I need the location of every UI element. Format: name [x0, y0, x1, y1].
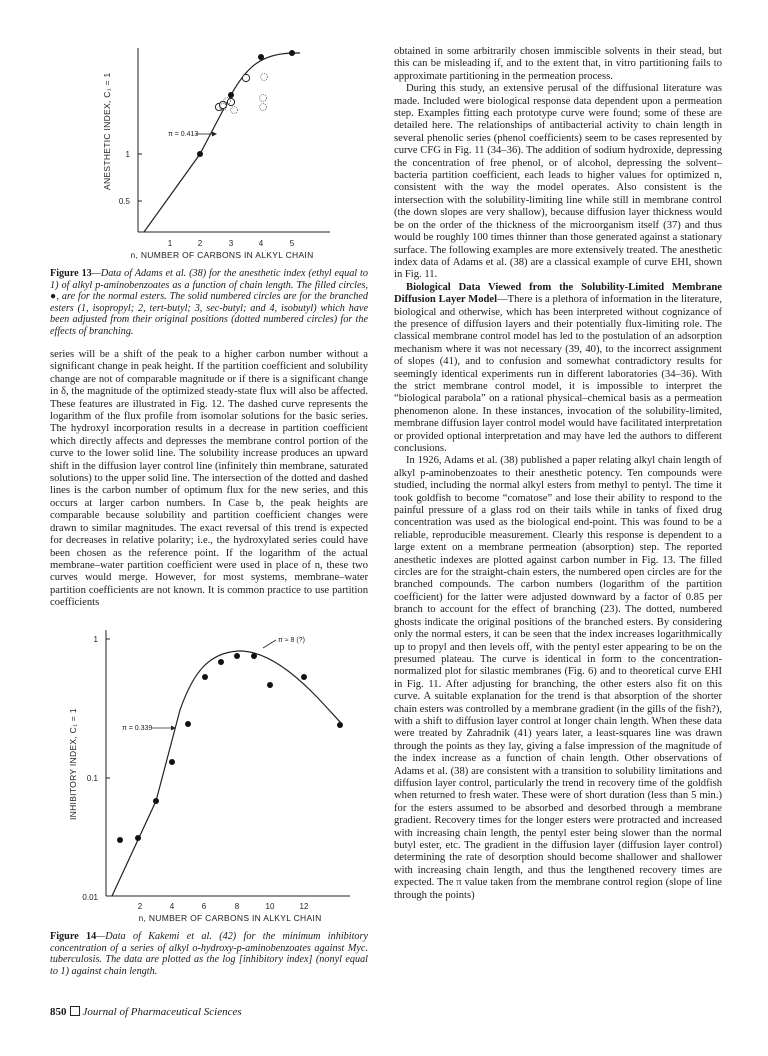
fig14-ytick-1: 1 [93, 635, 98, 644]
right-paragraph-3 [394, 282, 722, 456]
fig14-point-1 [117, 837, 123, 843]
fig13-point-normal-4 [258, 54, 264, 60]
fig13-xtick-1: 1 [167, 239, 173, 248]
fig14-ylabel: INHIBITORY INDEX, C₁ = 1 [68, 708, 78, 820]
fig13-ghost-4a [261, 74, 268, 81]
journal-name: Journal of Pharmaceutical Sciences [82, 1006, 242, 1018]
left-column-text [50, 349, 368, 610]
fig14-annotation-right-arrow [263, 640, 276, 648]
right-column-text [394, 46, 722, 902]
fig13-xtick-3: 3 [228, 239, 234, 248]
fig13-ghost-3 [231, 107, 238, 114]
fig14-xtick-12: 12 [299, 902, 309, 911]
fig13-ytick-1: 1 [125, 150, 130, 159]
fig13-point-normal-3 [228, 92, 234, 98]
fig13-caption-label: Figure 13 [50, 268, 92, 279]
fig14-xtick-2: 2 [137, 902, 143, 911]
fig14-ytick-001: 0.01 [82, 893, 98, 902]
fig14-point-7 [218, 659, 224, 665]
fig13-xtick-2: 2 [197, 239, 203, 248]
fig13-branched-4 [242, 74, 249, 81]
right-section-heading: Biological Data Viewed from the Solubility-Limited Membrane Diffusion Layer Model [394, 281, 722, 306]
fig13-annotation-arrowhead [212, 132, 217, 137]
fig14-point-6 [202, 674, 208, 680]
fig13-ghost-4c [260, 104, 267, 111]
fig13-annotation: π = 0.413 [168, 131, 199, 138]
fig14-point-2 [135, 835, 141, 841]
page-number: 850 [50, 1006, 67, 1018]
page-footer [50, 1006, 242, 1018]
fig14-xtick-6: 6 [201, 902, 207, 911]
figure-13 [92, 40, 352, 262]
fig14-point-4 [169, 759, 175, 765]
fig13-branched-2 [227, 98, 234, 105]
right-paragraph-2: During this study, an extensive perusal of the diffusional literature was made. Included were biological response data dependent upon a permeation step. Examples fitting each prototype curve were found; some of these are detailed here. The relationships of antibacterial activity to chain length in several phenolic series (phenol coefficients) seem to be cases represented by curve CFG in Fig. 11 (34–36). The addition of sodium hydroxide, depressing the concentration of free phenol, or of alcohol, depressing the solvent–bacteria partition coefficient, each leads to higher values for optimized n, consistent with the way the model operates. Also consistent is the intersection with the solubility-limiting line while still in membrane control (the down slopes are very shallow), because diffusion layer thickness would be on the order of the thickness of the microorganism itself (37) and thus would be roughly 100 times thinner than those generated against a stationary surface. The following examples are more extensively treated. The anesthetic index data of Adams et al. (38) are a classical example of curve EHI, shown in Fig. 11. [394, 83, 722, 281]
right-paragraph-3-body: —There is a plethora of information in the literature, biological and otherwise, which has been interpreted without cognizance of the presence of diffusion layers and their potentially flux-limiting role. The classical membrane control model has led to the postulation of an adsorption mechanism where it was not necessary (39, 40), to the incorrect assignment of slopes (41), and to confusion and somewhat contradictory results for seemingly identical experiments run in different laboratories (34–36). With the strict membrane control model, it is impossible to interpret the “biological parabola” on a rational physical–chemical basis as a permeation phenomenon alone. In these instances, invocation of the solubility-limited, membrane diffusion layer control model would have facilitated interpretation or provided optional interpretation and may have led the authors to different conclusions. [394, 294, 722, 454]
right-paragraph-1: obtained in some arbitrarily chosen immiscible solvents in their stead, but this can be misleading if, and to the extent that, in vitro partitioning fails to approximate partitioning in the permeation process. [394, 46, 722, 82]
fig14-curve [112, 651, 342, 896]
fig13-xlabel: n, NUMBER OF CARBONS IN ALKYL CHAIN [130, 250, 314, 260]
fig14-caption-text: —Data of Kakemi et al. (42) for the minimum inhibitory concentration of a series of alkyl o-hydroxy-p-aminobenzoates against Myc. tuberculosis. The data are plotted as the log [inhibitory index] (nonyl equal to 1) against chain length. [50, 931, 368, 977]
fig13-point-normal-5 [289, 50, 295, 56]
fig13-caption-text: —Data of Adams et al. (38) for the anesthetic index (ethyl equal to 1) of alkyl p-aminobenzoates as a function of chain length. The filled circles, ●, are for the normal esters. The solid numbered circles are for the branched esters (1, isopropyl; 2, tert-butyl; 3, sec-butyl; and 4, isobutyl) which have been adjusted from their original positions (dotted numbered circles) for the effects of branching. [50, 268, 368, 337]
fig13-curve [144, 53, 300, 232]
fig14-annotation-right: π ≈ 8 (?) [278, 637, 305, 644]
figure-13-caption [50, 268, 368, 338]
fig14-point-14 [337, 722, 343, 728]
fig14-point-10 [267, 682, 273, 688]
right-paragraph-4: In 1926, Adams et al. (38) published a paper relating alkyl chain length of alkyl p-aminobenzoates to their anesthetic potency. Ten compounds were studied, including the normal alkyl esters from methyl to pentyl. The time it took goldfish to become “comatose” and lose their ability to respond to the painful pressure of a glass rod on their tails while in tanks of fixed drug concentration was used as the biological end-point. This was found to be a reliable, reproducible measurement. Clearly this response is dependent to a large extent on a membrane permeation (absorption) step. The reported anesthetic indexes are plotted against carbon number in Fig. 13. The filled circles are for the straight-chain esters, the numbered open circles are for the branched compounds. The carbon numbers (logarithm of the partition coefficient) for the latter were adjusted downward by a factor of 0.85 per branch to account for the effect of branching (23). The dotted, numbered ghosts indicate the original positions of the branched esters. By considering only the normal esters, it can be seen that the index increases logarithmically up to propyl and then levels off, with the pentyl ester appearing to be on the presumed plateau. The curve is identical in form to the concentration-normalized plot for silastic membranes (Fig. 6) and to theoretical curve EHI in Fig. 11. After adjusting for branching, the other esters also fit on this curve. A suitable explanation for the trend is that absorption of the shorter chain esters was controlled by a membrane gradient (in the gills of the fish?), with a shift to diffusion layer control at longer chain length. When these data were treated by Zahradnik (41) years later, a least-squares line was drawn through the points as they lay, giving a false impression of the magnitude of the index increase as a function of chain length. Other observations of Adams et al. (38) are consistent with a transition to solubility limitations and diffusion layer control, particularly the trend in recovery time of the goldfish when returned to fresh water. These were of short duration (less than 5 min.) for the esters assumed to be absorbed and desorbed through a membrane gradient. Recovery times for the longer esters were protracted and increased with increasing chain length, the pentyl ester being slower than the normal butyl ester, etc. The gradient in the diffusion layer (diffusion layer control) determining the rate of desorption should become shallower and shallower with increasing chain length, and thus the lengthened recovery times are expected. The π value taken from the membrane control region (slope of line through the points) [394, 455, 722, 901]
fig14-point-3 [153, 798, 159, 804]
fig14-point-8 [234, 653, 240, 659]
fig14-point-12 [301, 674, 307, 680]
fig14-annotation-left: π = 0.339 [122, 725, 153, 732]
fig14-ytick-01: 0.1 [86, 774, 98, 783]
figure-14-chart [60, 620, 360, 926]
figure-13-chart [92, 40, 352, 262]
fig13-ytick-05: 0.5 [118, 197, 130, 206]
fig14-point-5 [185, 721, 191, 727]
fig13-xtick-4: 4 [258, 239, 264, 248]
left-paragraph-1: series will be a shift of the peak to a higher carbon number without a significant change in peak height. If the partition coefficient and solubility change are not of comparable magnitude or if there is a significant change in δ, the magnitude of the optimized steady-state flux will also be affected. These features are illustrated in Fig. 12. The dashed curve represents the logarithm of the flux profile from isomolar solutions for the basic series. The hydroxyl incorporation results in a decrease in partition coefficient which directly affects and depresses the membrane control portion of the curve to the lower solid line. The solubility increase produces an upward shift in the diffusion layer control line (infinitely thin membrane, saturated solutions) to the upper solid line. The intersection of the dotted and dashed lines is the carbon number of optimum flux for the new series, and this occurs at larger carbon numbers. In Case b, the peak heights are comparable because solubility and partition coefficient changes were drawn to similar magnitudes. The exact reversal of this trend is expected for decreases in relative polarity; i.e., the hydroxylated series could have been chosen as the reference point. If the logarithm of the actual membrane–water partition coefficient were used in place of n, these two curves would merge. However, for most systems, membrane–water partition coefficients are not known. It is common practice to use partition coefficients [50, 349, 368, 609]
fig14-xlabel: n, NUMBER OF CARBONS IN ALKYL CHAIN [138, 913, 322, 923]
fig13-xtick-5: 5 [289, 239, 295, 248]
figure-14 [60, 620, 360, 926]
fig13-point-normal-2 [197, 151, 203, 157]
fig14-xtick-10: 10 [265, 902, 275, 911]
fig14-xtick-8: 8 [234, 902, 240, 911]
footer-box-icon [70, 1006, 80, 1016]
fig13-ghost-4b [260, 95, 267, 102]
fig13-ylabel: ANESTHETIC INDEX, C₁ = 1 [102, 72, 112, 190]
figure-14-caption [50, 931, 368, 977]
fig14-point-9 [251, 653, 257, 659]
fig14-xtick-4: 4 [169, 902, 175, 911]
fig14-caption-label: Figure 14 [50, 931, 97, 942]
